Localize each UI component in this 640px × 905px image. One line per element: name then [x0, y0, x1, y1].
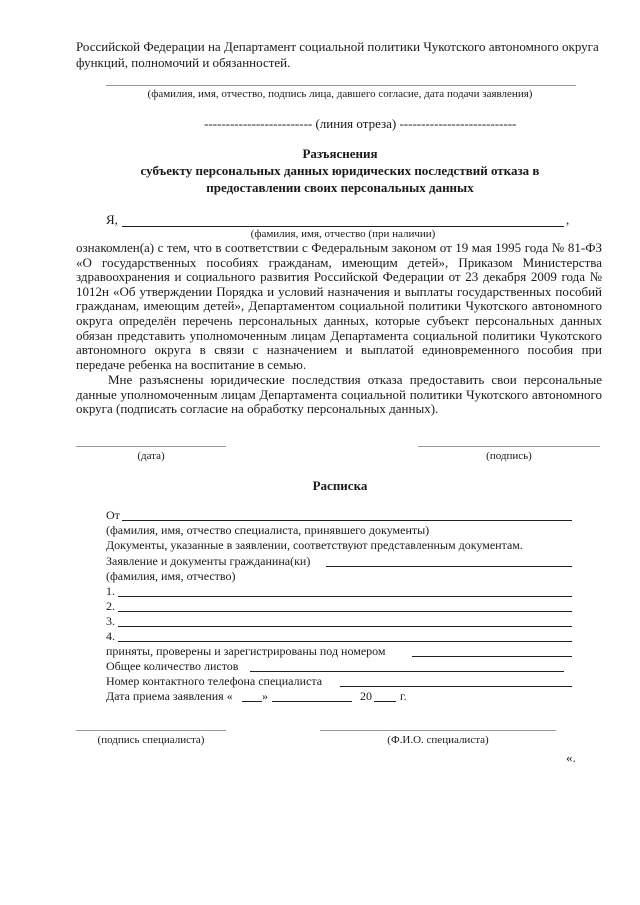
total-sheets-label: Общее количество листов	[106, 659, 239, 673]
specialist-signature-line[interactable]	[76, 730, 226, 731]
phone-label: Номер контактного телефона специалиста	[106, 674, 323, 688]
specialist-signature-caption: (подпись специалиста)	[97, 734, 205, 746]
cut-line: ------------------------- (линия отреза) ---------------------------	[204, 116, 517, 131]
explanation-title-3: предоставлении своих персональных данных	[206, 180, 474, 195]
explanation-title-1: Разъяснения	[302, 146, 378, 161]
closing-quote: «.	[566, 750, 576, 765]
receipt-year-line[interactable]	[374, 701, 396, 702]
item-3-line[interactable]	[118, 626, 572, 627]
signature-caption: (подпись)	[486, 450, 532, 462]
date-caption: (дата)	[137, 450, 165, 462]
from-input-line[interactable]	[122, 520, 572, 521]
name-caption: (фамилия, имя, отчество (при наличии)	[250, 228, 436, 240]
date-line[interactable]	[76, 446, 226, 447]
item-1-line[interactable]	[118, 596, 572, 597]
name-input-line[interactable]	[122, 226, 564, 227]
consent-caption: (фамилия, имя, отчество, подпись лица, давшего согласие, дата подачи заявления)	[147, 88, 533, 100]
item-1-label: 1.	[106, 584, 115, 598]
item-4-line[interactable]	[118, 641, 572, 642]
registration-number-line[interactable]	[412, 656, 572, 657]
receipt-year-suffix: г.	[400, 689, 407, 703]
explanation-paragraph-2: Мне разъяснены юридические последствия отказа предоставить свои персональные данные уполномоченным лицам Департамента социальной политики Чукотского автономного округа (подписать согласие на обработку персональных данных).	[76, 372, 602, 417]
signature-line[interactable]	[418, 446, 600, 447]
intro-line-1: Российской Федерации на Департамент социальной политики Чукотского автономного округа	[76, 39, 599, 54]
citizen-input-line[interactable]	[326, 566, 572, 567]
consent-signature-line	[106, 85, 576, 86]
explanation-title-2: субъекту персональных данных юридических последствий отказа в	[140, 163, 540, 178]
ya-label: Я,	[106, 212, 118, 227]
item-2-label: 2.	[106, 599, 115, 613]
explanation-paragraph-1: ознакомлен(а) с тем, что в соответствии с Федеральным законом от 19 мая 1995 года № 81-ФЗ «О государственных пособиях гражданам, имеющим детей», Приказом Министерства здравоохранения и социального развития Российской Федерации от 23 декабря 2009 года № 1012н «Об утверждении Порядка и условий назначения и выплаты государственных пособий гражданам, имеющим детей», Департаментом социальной политики Чукотского автономного округа определён перечень персональных данных, которые субъект персональных данных обязан представить уполномоченным лицам Департамента социальной политики Чукотского автономного округа в связи с назначением и выплатой единовременного пособия при передаче ребенка на воспитание в семью.	[76, 240, 602, 372]
from-label: От	[106, 508, 120, 522]
specialist-fio-line[interactable]	[320, 730, 556, 731]
docs-match-text: Документы, указанные в заявлении, соответствуют представленным документам.	[106, 538, 523, 552]
receipt-date-prefix: Дата приема заявления «	[106, 689, 233, 703]
receipt-year-prefix: 20	[360, 689, 372, 703]
citizen-docs-label: Заявление и документы гражданина(ки)	[106, 554, 311, 568]
receipt-month-line[interactable]	[272, 701, 352, 702]
specialist-fio-caption: (Ф.И.О. специалиста)	[387, 734, 489, 746]
item-3-label: 3.	[106, 614, 115, 628]
fio-caption: (фамилия, имя, отчество)	[106, 569, 236, 583]
intro-line-2: функций, полномочий и обязанностей.	[76, 55, 291, 70]
phone-line[interactable]	[340, 686, 572, 687]
ya-comma: ,	[566, 212, 570, 227]
item-4-label: 4.	[106, 629, 115, 643]
receipt-day-line[interactable]	[242, 701, 262, 702]
item-2-line[interactable]	[118, 611, 572, 612]
receipt-date-mid: »	[262, 689, 268, 703]
total-sheets-line[interactable]	[250, 671, 564, 672]
accepted-label: приняты, проверены и зарегистрированы под номером	[106, 644, 386, 658]
receipt-title: Расписка	[312, 478, 368, 493]
from-caption: (фамилия, имя, отчество специалиста, принявшего документы)	[106, 523, 430, 537]
